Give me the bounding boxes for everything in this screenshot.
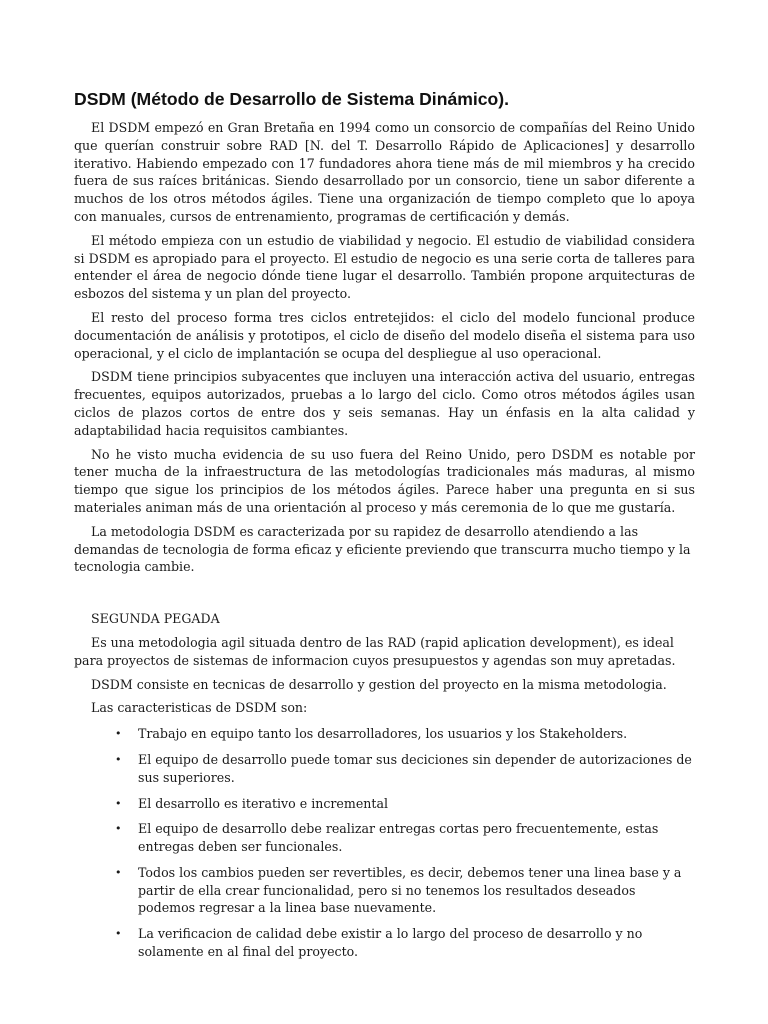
document-title: DSDM (Método de Desarrollo de Sistema Dinámico). xyxy=(74,89,510,109)
bullet-icon: • xyxy=(115,865,122,879)
list-item-text: El equipo de desarrollo puede tomar sus deciciones sin depender de autorizaciones de sus superiores. xyxy=(138,751,692,785)
list-item-text: La verificacion de calidad debe existir a lo largo del proceso de desarrollo y no solamente en al final del proyecto. xyxy=(138,926,643,960)
list-item-text: Trabajo en equipo tanto los desarrolladores, los usuarios y los Stakeholders. xyxy=(138,726,628,742)
list-item xyxy=(74,795,695,813)
list-item-text: El desarrollo es iterativo e incremental xyxy=(138,795,388,811)
list-item xyxy=(74,864,695,917)
list-item-text: Todos los cambios pueden ser revertibles, es decir, debemos tener una linea base y a partir de ella crear funcionalidad, pero si no tenemos los resultados deseados podemos regresar a la linea base nuevamente. xyxy=(138,864,682,916)
paragraph-agile-rad: Es una metodologia agil situada dentro de las RAD (rapid aplication development), es ideal para proyectos de sistemas de informacion cuyos presupuestos y agendas son muy apretadas. xyxy=(74,634,676,668)
paragraph-principles: DSDM tiene principios subyacentes que incluyen una interacción activa del usuario, entregas frecuentes, equipos autorizados, pruebas a lo largo del ciclo. Como otros métodos ágiles usan ciclos de plazos cortos de entre dos y seis semanas. Hay un énfasis en la alta calidad y adaptabilidad hacia requisitos cambiantes. xyxy=(74,369,695,438)
paragraph-techniques: DSDM consiste en tecnicas de desarrollo y gestion del proyecto en la misma metodologia. xyxy=(91,676,667,692)
list-item xyxy=(74,751,695,787)
bullet-icon: • xyxy=(115,752,122,766)
list-item xyxy=(74,725,695,743)
bullet-icon: • xyxy=(115,727,122,741)
list-item xyxy=(74,925,695,961)
characteristics-list xyxy=(74,725,695,961)
bullet-icon: • xyxy=(115,927,122,941)
section-heading: SEGUNDA PEGADA xyxy=(91,611,220,627)
bullet-icon: • xyxy=(115,822,122,836)
paragraph-cycles: El resto del proceso forma tres ciclos entretejidos: el ciclo del modelo funcional produce documentación de análisis y prototipos, el ciclo de diseño del modelo diseña el sistema para uso operacional, y el ciclo de implantación se ocupa del despliegue al uso operacional. xyxy=(74,309,695,361)
paragraph-evidence: No he visto mucha evidencia de su uso fuera del Reino Unido, pero DSDM es notable por tener mucha de la infraestructura de las metodologías tradicionales más maduras, al mismo tiempo que sigue los principios de los métodos ágiles. Parece haber una pregunta en si sus materiales animan más de una orientación al proceso y más ceremonia de lo que me gustaría. xyxy=(74,446,695,515)
document-page xyxy=(74,88,695,969)
list-item xyxy=(74,820,695,856)
bullet-icon: • xyxy=(115,796,122,810)
list-item-text: El equipo de desarrollo debe realizar entregas cortas pero frecuentemente, estas entregas deben ser funcionales. xyxy=(138,821,659,855)
paragraph-characteristics-intro: Las caracteristicas de DSDM son: xyxy=(91,700,308,716)
paragraph-speed: La metodologia DSDM es caracterizada por su rapidez de desarrollo atendiendo a las demandas de tecnologia de forma eficaz y eficiente previendo que transcurra mucho tiempo y la tecnologia cambie. xyxy=(74,523,691,575)
paragraph-feasibility: El método empieza con un estudio de viabilidad y negocio. El estudio de viabilidad considera si DSDM es apropiado para el proyecto. El estudio de negocio es una serie corta de talleres para entender el área de negocio dónde tiene lugar el desarrollo. También propone arquitecturas de esbozos del sistema y un plan del proyecto. xyxy=(74,232,695,302)
paragraph-history: El DSDM empezó en Gran Bretaña en 1994 como un consorcio de compañías del Reino Unido que querían construir sobre RAD [N. del T. Desarrollo Rápido de Aplicaciones] y desarrollo iterativo. Habiendo empezado con 17 fundadores ahora tiene más de mil miembros y ha crecido fuera de sus raíces británicas. Siendo desarrollado por un consorcio, tiene un sabor diferente a muchos de los otros métodos ágiles. Tiene una organización de tiempo completo que lo apoya con manuales, cursos de entrenamiento, programas de certificación y demás. xyxy=(74,120,695,224)
